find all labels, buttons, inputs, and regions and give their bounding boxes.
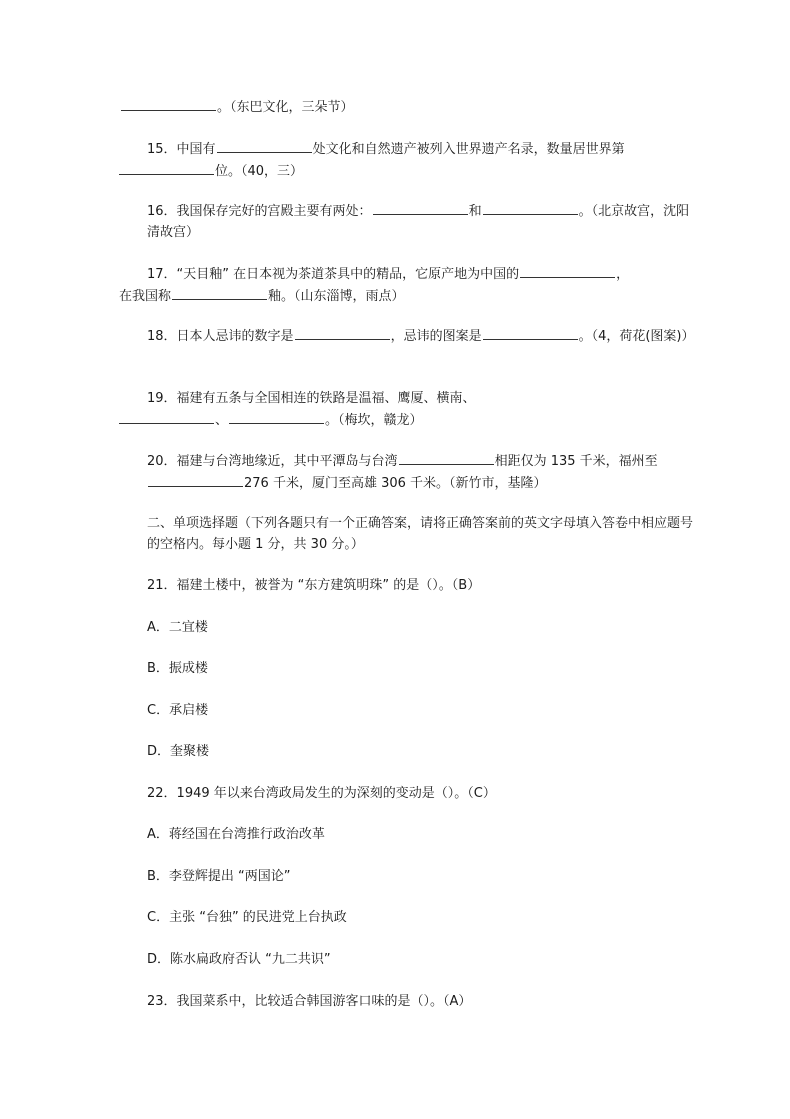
section-2-heading: 二、单项选择题（下列各题只有一个正确答案，请将正确答案前的英文字母填入答卷中相应题号的空格内。每小题 1 分，共 30 分。） bbox=[147, 516, 694, 552]
answer-blank bbox=[483, 325, 578, 340]
answer-blank bbox=[148, 472, 243, 487]
answer-blank bbox=[295, 325, 390, 340]
question-22-option-b: B．李登辉提出 “两国论” bbox=[147, 869, 291, 884]
answer-blank bbox=[229, 409, 324, 424]
answer-blank bbox=[520, 263, 615, 278]
answer-blank bbox=[172, 285, 267, 300]
answer-blank bbox=[373, 200, 468, 215]
question-19: 19．福建有五条与全国相连的铁路是温福、鹰厦、横南、 、 。（梅坎，赣龙） bbox=[120, 388, 695, 431]
answer-blank bbox=[399, 450, 494, 465]
question-17: 17．“天目釉” 在日本视为茶道茶具中的精品，它原产地为中国的 ， 在我国称 釉。（山东淄博，雨点） bbox=[120, 263, 695, 307]
question-20: 20．福建与台湾地缘近，其中平潭岛与台湾 相距仅为 135 千米，福州至276 千米，厦门至高雄 306 千米。（新竹市，基隆） bbox=[120, 450, 695, 494]
question-22-option-c: C．主张 “台独” 的民进党上台执政 bbox=[147, 910, 347, 925]
question-22: 22．1949 年以来台湾政局发生的为深刻的变动是（）。（C） bbox=[147, 786, 496, 801]
question-23: 23．我国菜系中，比较适合韩国游客口味的是（）。（A） bbox=[147, 994, 472, 1009]
question-22-option-a: A．蒋经国在台湾推行政治改革 bbox=[147, 827, 325, 842]
question-21-option-d: D．奎聚楼 bbox=[147, 744, 210, 759]
answer-blank bbox=[119, 160, 214, 175]
answer-blank bbox=[119, 409, 214, 424]
question-21-option-c: C．承启楼 bbox=[147, 703, 209, 718]
answer-blank bbox=[483, 200, 578, 215]
question-21-option-a: A．二宜楼 bbox=[147, 620, 208, 635]
answer-blank bbox=[121, 96, 216, 111]
question-21-option-b: B．振成楼 bbox=[147, 661, 208, 676]
answer-blank bbox=[217, 138, 312, 153]
question-21: 21．福建土楼中，被誉为 “东方建筑明珠” 的是（）。（B） bbox=[147, 578, 481, 593]
question-18: 18．日本人忌讳的数字是 ，忌讳的图案是 。（4，荷花(图案)） bbox=[120, 325, 695, 347]
question-22-option-d: D．陈水扁政府否认 “九二共识” bbox=[147, 952, 331, 967]
question-14-tail: 。（东巴文化，三朵节） bbox=[120, 96, 668, 118]
question-16: 16．我国保存完好的宫殿主要有两处： 和 。（北京故宫，沈阳清故宫） bbox=[120, 200, 695, 243]
question-15: 15．中国有 处文化和自然遗产被列入世界遗产名录，数量居世界第 位。（40，三） bbox=[120, 138, 695, 182]
